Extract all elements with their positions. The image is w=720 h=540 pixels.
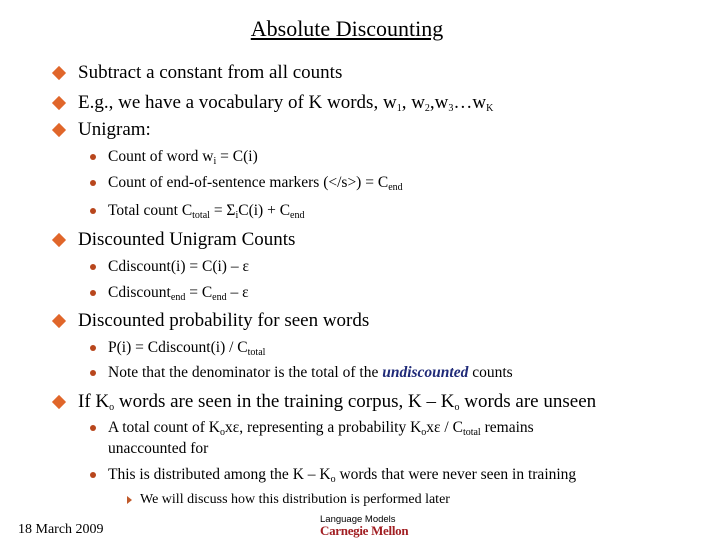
bullet-text: – ε [226,284,249,301]
bullet-line-level-1 [78,391,596,413]
bullet-line-level-2 [108,466,576,484]
subscript: total [192,210,210,221]
bullet-text: Total count C [108,202,193,219]
subscript: 3 [448,103,454,114]
diamond-bullet-icon [52,233,66,247]
bullet-text: remains [480,419,534,436]
dot-bullet-icon [90,154,96,160]
bullet-line-level-2 [108,202,305,220]
dot-bullet-icon [90,345,96,351]
bullet-text: Unigram: [78,119,151,140]
bullet-text: , w [401,92,425,113]
footer-date: 18 March 2009 [18,522,104,537]
bullet-text: xε / C [426,419,463,436]
bullet-text: Discounted Unigram Counts [78,229,296,250]
bullet-text: Count of word w [108,148,214,165]
bullet-text: = C(i) [216,148,258,165]
bullet-text: words that were never seen in training [335,466,577,483]
subscript: 1 [396,103,402,114]
bullet-line-level-1 [78,229,295,251]
bullet-text: If K [78,391,110,412]
bullet-text: E.g., we have a vocabulary of K words, w [78,92,397,113]
subscript: o [330,474,336,485]
bullet-line-level-3 [140,492,450,508]
bullet-line-level-2 [108,148,258,166]
subscript: o [421,427,427,438]
bullet-line-level-2 [108,174,403,192]
dot-bullet-icon [90,425,96,431]
subscript: end [290,210,305,221]
bullet-text: ,w [429,92,449,113]
bullet-text: counts [468,364,513,381]
bullet-text: We will discuss how this distribution is performed later [140,492,450,507]
bullet-text: words are unseen [459,391,597,412]
bullet-line-level-1 [78,310,369,332]
bullet-text: A total count of K [108,419,220,436]
bullet-line-level-2 [108,339,265,357]
subscript: o [109,402,115,413]
bullet-text: Count of end-of-sentence markers (</s>) = C [108,174,389,191]
diamond-bullet-icon [52,66,66,80]
cmu-logo: Carnegie Mellon [320,523,409,538]
dot-bullet-icon [90,208,96,214]
bullet-text: …w [453,92,487,113]
subscript: 2 [424,103,430,114]
footer-course: Language Models [320,514,396,525]
diamond-bullet-icon [52,314,66,328]
emphasized-text: undiscounted [382,364,469,381]
bullet-line-level-1 [78,92,493,114]
bullet-line-level-1 [78,62,342,84]
dot-bullet-icon [90,472,96,478]
dot-bullet-icon [90,290,96,296]
dot-bullet-icon [90,370,96,376]
slide-title: Absolute Discounting [250,16,444,41]
bullet-line-level-2 [108,364,513,382]
bullet-line-level-2 [108,284,249,302]
bullet-text: C(i) + C [238,202,291,219]
subscript: o [454,402,460,413]
bullet-text: = Σ [209,202,236,219]
dot-bullet-icon [90,264,96,270]
bullet-text: Note that the denominator is the total of the [108,364,383,381]
subscript: total [247,347,266,358]
bullet-text: Cdiscount(i) = C(i) – ε [108,258,249,275]
bullet-line-level-2 [108,258,249,276]
subscript: i [235,210,239,221]
subscript: K [486,103,494,114]
diamond-bullet-icon [52,395,66,409]
bullet-line-level-1 [78,119,151,141]
subscript: o [219,427,225,438]
subscript: i [213,156,217,167]
subscript: end [388,182,403,193]
bullet-line-level-2 [108,419,534,437]
subscript: total [462,427,481,438]
bullet-line-level-2 [108,440,208,458]
bullet-text: Cdiscount [108,284,171,301]
subscript: end [170,292,186,303]
bullet-text: unaccounted for [108,440,209,457]
bullet-text: P(i) = Cdiscount(i) / C [108,339,248,356]
footer-logo [320,514,408,539]
subscript: end [212,292,227,303]
bullet-text: This is distributed among the K – K [108,466,331,483]
arrow-bullet-icon [127,496,132,504]
bullet-text: = C [185,284,213,301]
bullet-text: xε, representing a probability K [224,419,422,436]
bullet-text: Discounted probability for seen words [78,310,370,331]
diamond-bullet-icon [52,123,66,137]
bullet-text: words are seen in the training corpus, K – K [114,391,455,412]
dot-bullet-icon [90,180,96,186]
bullet-text: Subtract a constant from all counts [78,62,343,83]
diamond-bullet-icon [52,96,66,110]
